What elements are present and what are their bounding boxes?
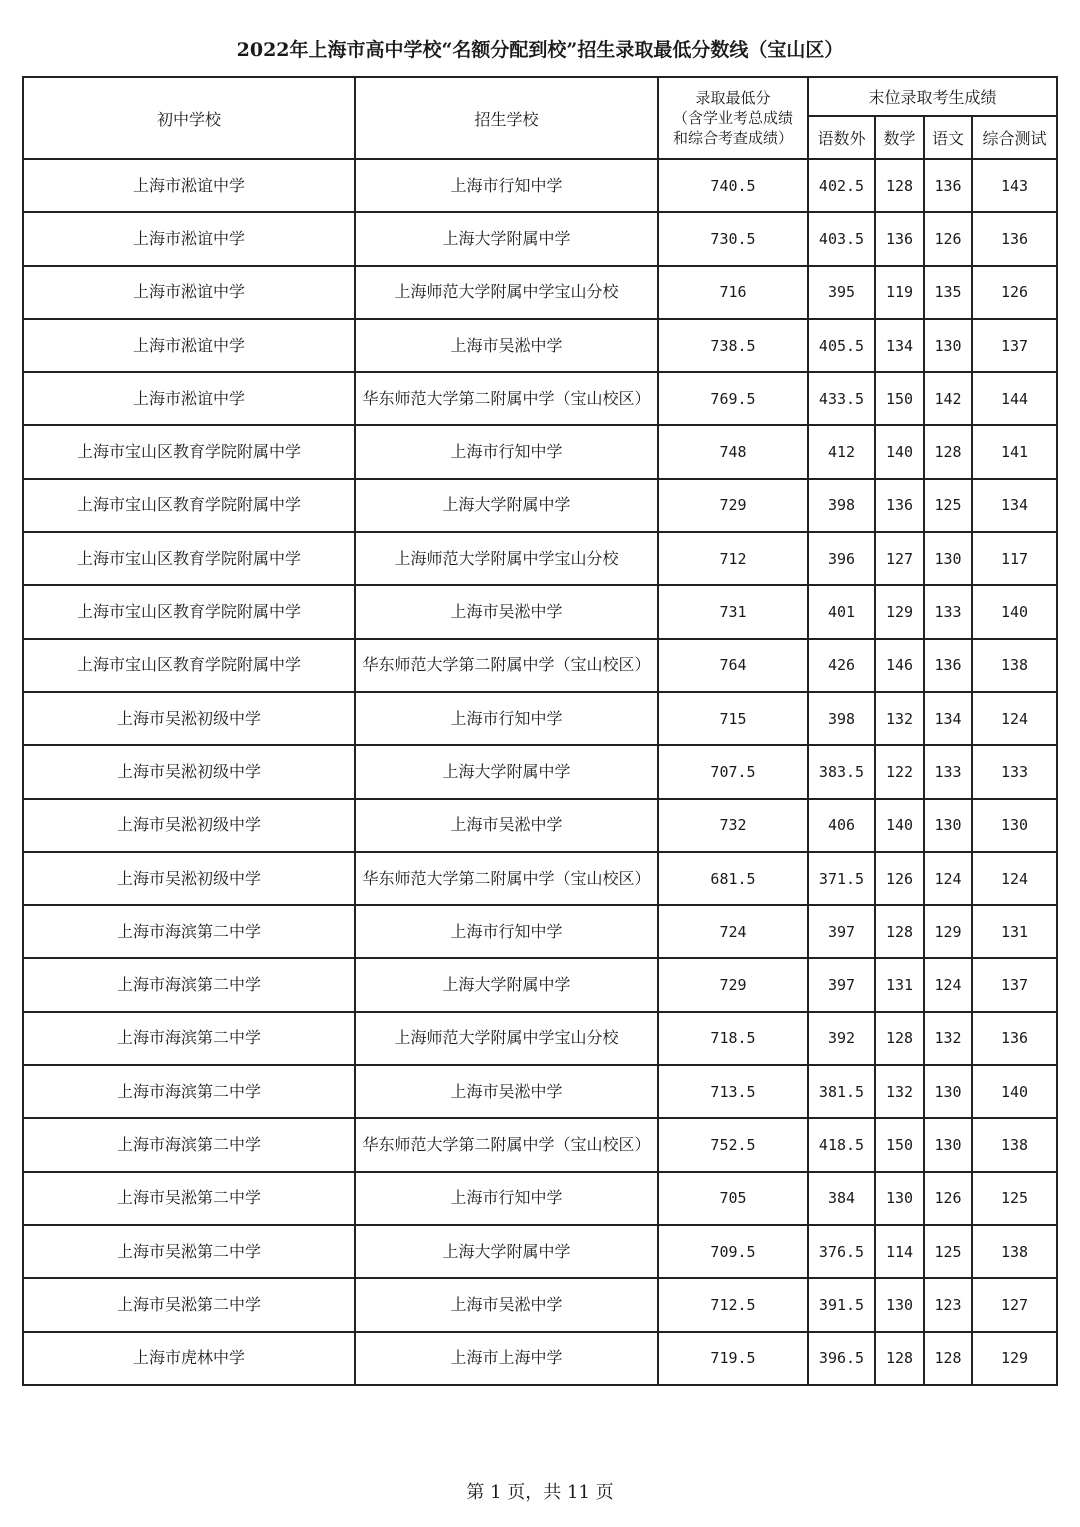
cell-admitting-school: 上海师范大学附属中学宝山分校 — [355, 532, 658, 585]
cell-min-score: 769.5 — [658, 372, 808, 425]
cell-yushuwai: 402.5 — [808, 159, 875, 212]
cell-integrated: 124 — [972, 692, 1057, 745]
cell-junior-school: 上海市吴淞初级中学 — [23, 799, 355, 852]
cell-junior-school: 上海市宝山区教育学院附属中学 — [23, 479, 355, 532]
cell-junior-school: 上海市淞谊中学 — [23, 266, 355, 319]
cell-admitting-school: 上海大学附属中学 — [355, 745, 658, 798]
cell-junior-school: 上海市淞谊中学 — [23, 212, 355, 265]
cell-min-score: 730.5 — [658, 212, 808, 265]
cell-min-score: 729 — [658, 479, 808, 532]
cell-yushuwai: 401 — [808, 585, 875, 638]
cell-yushuwai: 392 — [808, 1012, 875, 1065]
cell-math: 127 — [875, 532, 924, 585]
cell-admitting-school: 上海市行知中学 — [355, 159, 658, 212]
cell-admitting-school: 华东师范大学第二附属中学（宝山校区） — [355, 372, 658, 425]
cell-min-score: 705 — [658, 1172, 808, 1225]
cell-chinese: 128 — [924, 1332, 972, 1385]
cell-integrated: 125 — [972, 1172, 1057, 1225]
cell-math: 130 — [875, 1172, 924, 1225]
cell-math: 140 — [875, 799, 924, 852]
cell-yushuwai: 406 — [808, 799, 875, 852]
cell-integrated: 140 — [972, 585, 1057, 638]
table-row — [23, 1278, 1057, 1331]
cell-junior-school: 上海市宝山区教育学院附属中学 — [23, 425, 355, 478]
cell-math: 132 — [875, 692, 924, 745]
cell-integrated: 127 — [972, 1278, 1057, 1331]
table-row — [23, 1172, 1057, 1225]
cell-admitting-school: 上海市上海中学 — [355, 1332, 658, 1385]
cell-yushuwai: 371.5 — [808, 852, 875, 905]
cell-admitting-school: 上海市行知中学 — [355, 905, 658, 958]
cell-admitting-school: 上海大学附属中学 — [355, 479, 658, 532]
cell-chinese: 132 — [924, 1012, 972, 1065]
cell-math: 128 — [875, 1012, 924, 1065]
cell-integrated: 126 — [972, 266, 1057, 319]
table-header — [23, 77, 1057, 159]
cell-chinese: 123 — [924, 1278, 972, 1331]
table-row — [23, 1118, 1057, 1171]
cell-yushuwai: 398 — [808, 479, 875, 532]
cell-chinese: 124 — [924, 958, 972, 1011]
cell-min-score: 707.5 — [658, 745, 808, 798]
cell-yushuwai: 405.5 — [808, 319, 875, 372]
table-row — [23, 159, 1057, 212]
header-min-score-line1: 录取最低分 — [695, 89, 771, 107]
cell-integrated: 130 — [972, 799, 1057, 852]
cell-min-score: 764 — [658, 639, 808, 692]
cell-junior-school: 上海市海滨第二中学 — [23, 1118, 355, 1171]
cell-math: 132 — [875, 1065, 924, 1118]
cell-math: 136 — [875, 479, 924, 532]
cell-junior-school: 上海市海滨第二中学 — [23, 958, 355, 1011]
cell-min-score: 718.5 — [658, 1012, 808, 1065]
cell-admitting-school: 上海市吴淞中学 — [355, 1278, 658, 1331]
cell-integrated: 134 — [972, 479, 1057, 532]
cell-min-score: 724 — [658, 905, 808, 958]
header-min-score — [658, 77, 808, 159]
cell-math: 140 — [875, 425, 924, 478]
cell-yushuwai: 433.5 — [808, 372, 875, 425]
cell-min-score: 738.5 — [658, 319, 808, 372]
cell-integrated: 133 — [972, 745, 1057, 798]
cell-math: 128 — [875, 159, 924, 212]
cell-math: 134 — [875, 319, 924, 372]
table-row — [23, 266, 1057, 319]
header-min-score-line2: （含学业考总成绩 — [672, 109, 793, 127]
cell-min-score: 709.5 — [658, 1225, 808, 1278]
cell-yushuwai: 381.5 — [808, 1065, 875, 1118]
table-row — [23, 1332, 1057, 1385]
cell-chinese: 126 — [924, 1172, 972, 1225]
cell-chinese: 130 — [924, 1065, 972, 1118]
cell-junior-school: 上海市虎林中学 — [23, 1332, 355, 1385]
cell-junior-school: 上海市宝山区教育学院附属中学 — [23, 532, 355, 585]
cell-junior-school: 上海市海滨第二中学 — [23, 1012, 355, 1065]
cell-yushuwai: 418.5 — [808, 1118, 875, 1171]
cell-min-score: 681.5 — [658, 852, 808, 905]
table-row — [23, 319, 1057, 372]
cell-junior-school: 上海市宝山区教育学院附属中学 — [23, 585, 355, 638]
table-row — [23, 425, 1057, 478]
cell-admitting-school: 上海市吴淞中学 — [355, 585, 658, 638]
table-row — [23, 1065, 1057, 1118]
cell-admitting-school: 上海师范大学附属中学宝山分校 — [355, 266, 658, 319]
cell-integrated: 137 — [972, 319, 1057, 372]
header-last-admitted: 末位录取考生成绩 — [808, 77, 1057, 116]
cell-admitting-school: 华东师范大学第二附属中学（宝山校区） — [355, 1118, 658, 1171]
cell-min-score: 731 — [658, 585, 808, 638]
cell-math: 150 — [875, 372, 924, 425]
cell-math: 146 — [875, 639, 924, 692]
cell-admitting-school: 上海市行知中学 — [355, 692, 658, 745]
cell-admitting-school: 上海市吴淞中学 — [355, 799, 658, 852]
cell-admitting-school: 上海市吴淞中学 — [355, 1065, 658, 1118]
table-row — [23, 639, 1057, 692]
cell-yushuwai: 396 — [808, 532, 875, 585]
header-math: 数学 — [875, 116, 924, 159]
cell-chinese: 133 — [924, 745, 972, 798]
cell-integrated: 124 — [972, 852, 1057, 905]
table-row — [23, 799, 1057, 852]
page-footer: 第 1 页，共 11 页 — [466, 1482, 614, 1503]
cell-math: 129 — [875, 585, 924, 638]
cell-admitting-school: 上海市行知中学 — [355, 1172, 658, 1225]
cell-admitting-school: 上海大学附属中学 — [355, 958, 658, 1011]
cell-chinese: 125 — [924, 1225, 972, 1278]
cell-chinese: 142 — [924, 372, 972, 425]
cell-integrated: 140 — [972, 1065, 1057, 1118]
cell-chinese: 136 — [924, 639, 972, 692]
cell-min-score: 716 — [658, 266, 808, 319]
cell-math: 130 — [875, 1278, 924, 1331]
cell-math: 119 — [875, 266, 924, 319]
cell-chinese: 133 — [924, 585, 972, 638]
cell-junior-school: 上海市吴淞第二中学 — [23, 1225, 355, 1278]
cell-junior-school: 上海市海滨第二中学 — [23, 1065, 355, 1118]
cell-chinese: 130 — [924, 799, 972, 852]
cell-chinese: 130 — [924, 319, 972, 372]
cell-chinese: 130 — [924, 1118, 972, 1171]
cell-junior-school: 上海市海滨第二中学 — [23, 905, 355, 958]
cell-admitting-school: 上海大学附属中学 — [355, 212, 658, 265]
cell-chinese: 125 — [924, 479, 972, 532]
cell-min-score: 740.5 — [658, 159, 808, 212]
cell-yushuwai: 412 — [808, 425, 875, 478]
cell-integrated: 141 — [972, 425, 1057, 478]
cell-yushuwai: 396.5 — [808, 1332, 875, 1385]
cell-admitting-school: 上海市吴淞中学 — [355, 319, 658, 372]
cell-integrated: 138 — [972, 1118, 1057, 1171]
cell-min-score: 732 — [658, 799, 808, 852]
cell-junior-school: 上海市吴淞初级中学 — [23, 852, 355, 905]
cell-chinese: 135 — [924, 266, 972, 319]
cell-admitting-school: 上海师范大学附属中学宝山分校 — [355, 1012, 658, 1065]
table-row — [23, 692, 1057, 745]
cell-yushuwai: 426 — [808, 639, 875, 692]
cell-chinese: 134 — [924, 692, 972, 745]
cell-yushuwai: 384 — [808, 1172, 875, 1225]
cell-min-score: 712.5 — [658, 1278, 808, 1331]
cell-integrated: 138 — [972, 639, 1057, 692]
cell-junior-school: 上海市吴淞初级中学 — [23, 692, 355, 745]
cell-integrated: 131 — [972, 905, 1057, 958]
cell-min-score: 713.5 — [658, 1065, 808, 1118]
cell-chinese: 129 — [924, 905, 972, 958]
cell-junior-school: 上海市吴淞初级中学 — [23, 745, 355, 798]
cell-admitting-school: 上海市行知中学 — [355, 425, 658, 478]
cell-junior-school: 上海市淞谊中学 — [23, 372, 355, 425]
header-junior-school: 初中学校 — [23, 77, 355, 159]
cell-min-score: 712 — [658, 532, 808, 585]
cell-yushuwai: 397 — [808, 905, 875, 958]
cell-integrated: 136 — [972, 1012, 1057, 1065]
table-row — [23, 745, 1057, 798]
cell-integrated: 137 — [972, 958, 1057, 1011]
cell-min-score: 729 — [658, 958, 808, 1011]
cell-math: 136 — [875, 212, 924, 265]
cell-chinese: 124 — [924, 852, 972, 905]
cell-math: 128 — [875, 905, 924, 958]
cell-admitting-school: 上海大学附属中学 — [355, 1225, 658, 1278]
header-admitting-school: 招生学校 — [355, 77, 658, 159]
cell-integrated: 143 — [972, 159, 1057, 212]
cell-chinese: 126 — [924, 212, 972, 265]
cell-yushuwai: 403.5 — [808, 212, 875, 265]
header-integrated: 综合测试 — [972, 116, 1057, 159]
cell-yushuwai: 397 — [808, 958, 875, 1011]
cell-yushuwai: 398 — [808, 692, 875, 745]
cell-min-score: 752.5 — [658, 1118, 808, 1171]
table-row — [23, 585, 1057, 638]
cell-math: 128 — [875, 1332, 924, 1385]
cell-math: 114 — [875, 1225, 924, 1278]
table-row — [23, 532, 1057, 585]
cell-chinese: 128 — [924, 425, 972, 478]
cell-yushuwai: 383.5 — [808, 745, 875, 798]
table-body — [23, 159, 1057, 1385]
table-row — [23, 212, 1057, 265]
cell-admitting-school: 华东师范大学第二附属中学（宝山校区） — [355, 639, 658, 692]
table-row — [23, 852, 1057, 905]
cell-min-score: 748 — [658, 425, 808, 478]
cell-junior-school: 上海市淞谊中学 — [23, 319, 355, 372]
cell-math: 150 — [875, 1118, 924, 1171]
cell-math: 126 — [875, 852, 924, 905]
header-chinese: 语文 — [924, 116, 972, 159]
table-row — [23, 1012, 1057, 1065]
table-row — [23, 479, 1057, 532]
cell-yushuwai: 376.5 — [808, 1225, 875, 1278]
cell-chinese: 130 — [924, 532, 972, 585]
cell-admitting-school: 华东师范大学第二附属中学（宝山校区） — [355, 852, 658, 905]
cell-yushuwai: 395 — [808, 266, 875, 319]
score-table — [22, 76, 1058, 1386]
cell-integrated: 138 — [972, 1225, 1057, 1278]
cell-integrated: 144 — [972, 372, 1057, 425]
cell-math: 131 — [875, 958, 924, 1011]
table-row — [23, 1225, 1057, 1278]
page-title: 2022年上海市高中学校“名额分配到校”招生录取最低分数线（宝山区） — [236, 39, 844, 61]
cell-min-score: 715 — [658, 692, 808, 745]
header-min-score-line3: 和综合考查成绩） — [672, 129, 793, 147]
table-row — [23, 958, 1057, 1011]
cell-min-score: 719.5 — [658, 1332, 808, 1385]
table-row — [23, 905, 1057, 958]
cell-junior-school: 上海市淞谊中学 — [23, 159, 355, 212]
cell-math: 122 — [875, 745, 924, 798]
cell-junior-school: 上海市宝山区教育学院附属中学 — [23, 639, 355, 692]
table-row — [23, 372, 1057, 425]
cell-integrated: 117 — [972, 532, 1057, 585]
cell-integrated: 136 — [972, 212, 1057, 265]
header-yushuwai: 语数外 — [808, 116, 875, 159]
cell-integrated: 129 — [972, 1332, 1057, 1385]
cell-junior-school: 上海市吴淞第二中学 — [23, 1278, 355, 1331]
cell-yushuwai: 391.5 — [808, 1278, 875, 1331]
cell-junior-school: 上海市吴淞第二中学 — [23, 1172, 355, 1225]
cell-chinese: 136 — [924, 159, 972, 212]
